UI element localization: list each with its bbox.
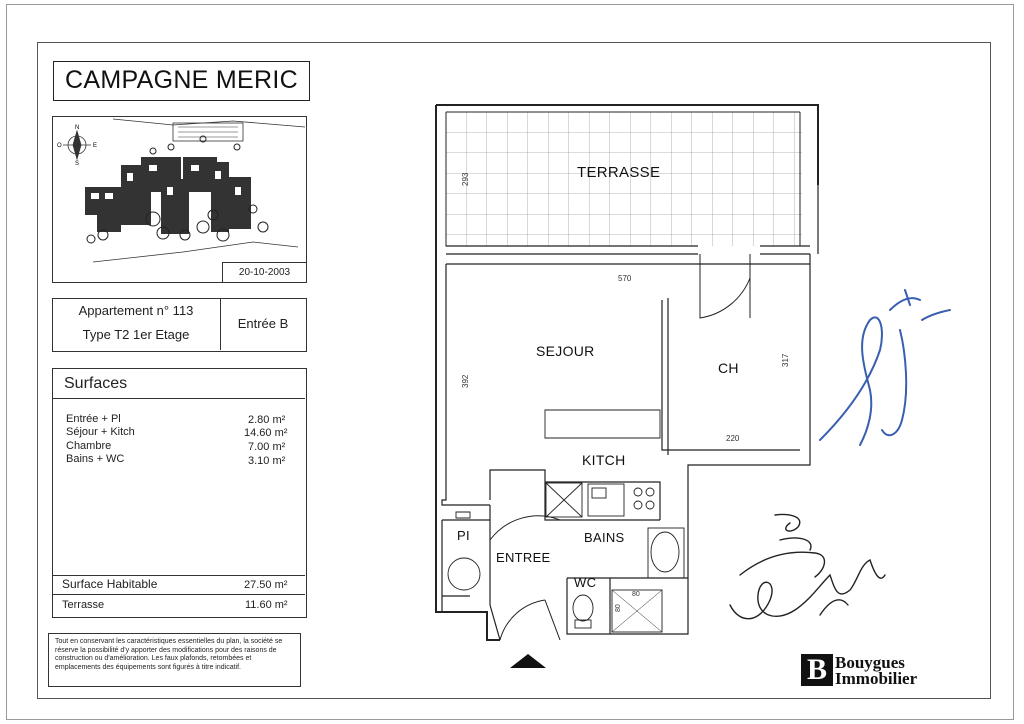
surfaces-title: Surfaces (64, 375, 128, 392)
room-pi: PI (457, 528, 470, 543)
room-ch: CH (718, 360, 739, 376)
surface-label-bains: Bains + WC (66, 453, 125, 465)
terrace-value: 11.60 m² (245, 599, 288, 611)
room-entree: ENTREE (496, 550, 551, 565)
room-terrasse: TERRASSE (577, 164, 661, 181)
surface-label-sejour: Séjour + Kitch (66, 426, 135, 438)
surface-label-chambre: Chambre (66, 440, 112, 452)
terrace-label: Terrasse (62, 599, 105, 611)
surface-value-chambre: 7.00 m² (248, 441, 286, 453)
brand-name-line1: Bouygues (835, 653, 905, 672)
compass-s: S (75, 161, 80, 167)
site-plan (52, 116, 307, 283)
dim-width-top: 570 (618, 274, 632, 283)
dim-ch-depth: 317 (781, 353, 790, 367)
surfaces-divider-2 (52, 594, 305, 595)
signature-initials (810, 270, 960, 460)
apartment-entrance: Entrée B (237, 316, 289, 331)
room-wc: WC (574, 575, 597, 590)
habitable-label: Surface Habitable (62, 577, 158, 591)
dim-terrace-depth: 293 (461, 172, 470, 186)
surface-value-bains: 3.10 m² (248, 455, 286, 467)
surfaces-divider-1 (52, 575, 305, 576)
apartment-type: Type T2 1er Etage (82, 327, 190, 342)
habitable-value: 27.50 m² (244, 579, 288, 591)
dim-shower-a: 80 (632, 591, 640, 598)
disclaimer-note: Tout en conservant les caractéristiques essentielles du plan, la société se réserve la possibilité d'y apporter des modifications pour des raisons de construction ou d'amélioration. Les faux plafonds, retombées et emplacements des équipements sont figurés à titre indicatif. (48, 633, 301, 687)
surface-label-entree: Entrée + Pl (66, 413, 121, 425)
room-kitch: KITCH (582, 452, 626, 468)
apartment-number: Appartement n° 113 (78, 303, 194, 318)
room-bains: BAINS (584, 530, 625, 545)
signature-scrawl (720, 505, 890, 635)
room-sejour: SEJOUR (536, 343, 595, 359)
brand-logo-icon: B (801, 654, 833, 686)
surface-value-sejour: 14.60 m² (244, 427, 288, 439)
brand-name-line2: Immobilier (835, 669, 918, 688)
dim-ch-width: 220 (726, 434, 740, 443)
site-plan-drawing (53, 117, 306, 282)
dim-sejour-depth: 392 (461, 374, 470, 388)
project-title-box (53, 61, 310, 101)
surface-value-entree: 2.80 m² (248, 414, 286, 426)
project-title: CAMPAGNE MERIC (65, 66, 298, 94)
entrance-arrow-icon (510, 654, 546, 668)
compass-o: O (57, 143, 62, 149)
plan-date: 20-10-2003 (222, 262, 306, 282)
compass-n: N (75, 125, 80, 131)
dim-shower-b: 80 (615, 604, 622, 612)
compass-e: E (93, 143, 98, 149)
